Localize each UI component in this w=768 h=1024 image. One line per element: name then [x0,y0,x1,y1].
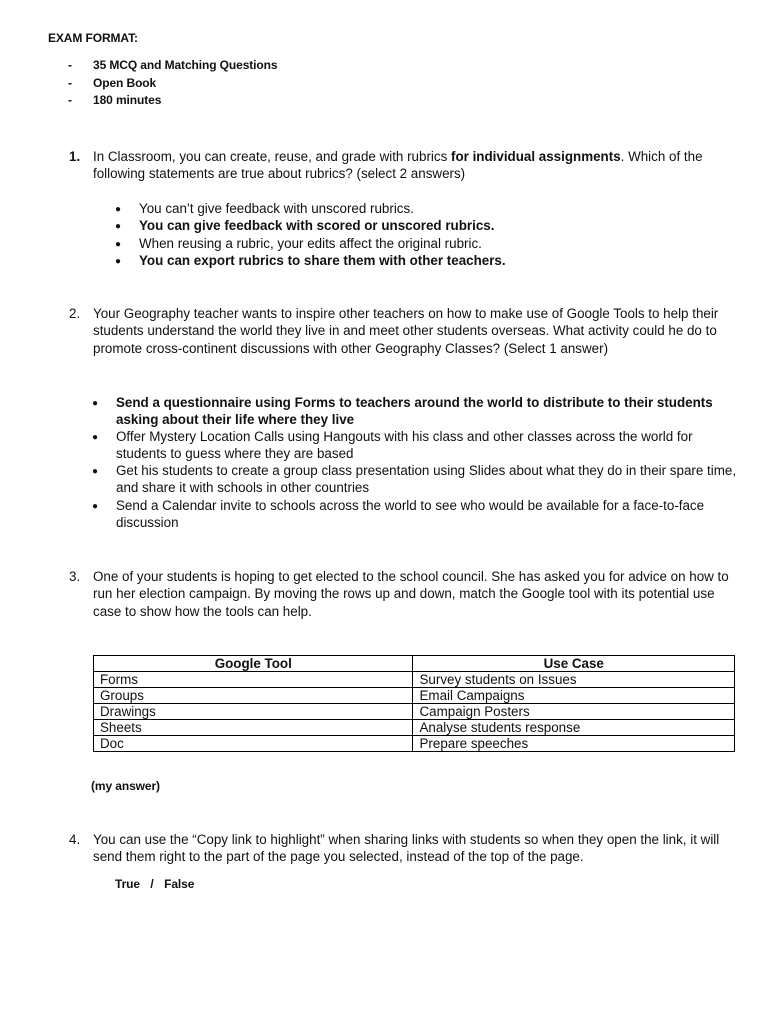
answer-option-selected [115,252,768,269]
use-case-cell: Survey students on Issues [413,672,735,688]
dash-marker: - [68,76,72,90]
table-row[interactable] [94,672,735,688]
false-option[interactable]: False [164,877,195,891]
bullet-icon: ● [92,501,99,512]
format-item-text: 180 minutes [93,93,162,107]
question-4-text: You can use the “Copy link to highlight” when sharing links with students so when they open the link, it will send them right to the part of the page you selected, instead of the top of the page. [93,832,720,865]
question-number: 1. [69,149,81,164]
use-case-cell: Prepare speeches [413,736,735,752]
dash-marker: - [68,93,72,107]
answer-option-text: When reusing a rubric, your edits affect the original rubric. [139,236,482,251]
answer-option [115,200,768,217]
table-row[interactable] [94,704,735,720]
true-false-choice [115,877,194,891]
tool-cell: Drawings [94,704,413,720]
question-1-text [93,148,743,183]
table-row[interactable] [94,736,735,752]
format-item-text: Open Book [93,76,157,90]
tool-cell: Groups [94,688,413,704]
question-2-text: Your Geography teacher wants to inspire other teachers on how to make use of Google Tools to help their students understand the world they live in and meet other students overseas. What activity could he do to promote cross-continent discussions with other Geography Classes? (Select 1 answer) [93,306,719,356]
tool-cell: Forms [94,672,413,688]
exam-format-title: EXAM FORMAT: [48,31,138,45]
format-item-text: 35 MCQ and Matching Questions [93,58,278,72]
bullet-icon: ● [92,398,99,409]
question-number: 4. [69,832,81,847]
answer-option-text: Send a questionnaire using Forms to teachers around the world to distribute to their students asking about their life where they live [116,395,713,428]
tool-cell: Sheets [94,720,413,736]
question-text-part: In Classroom, you can create, reuse, and grade with rubrics [93,149,451,164]
question-text-emphasis: for individual assignments [451,149,621,164]
answer-option [92,462,746,497]
bullet-icon: ● [115,256,122,267]
question-3-text: One of your students is hoping to get elected to the school council. She has asked you for advice on how to run her election campaign. By moving the rows up and down, match the Google tool with its potential use case to show how the tools can help. [93,569,729,619]
answer-option-selected [92,394,746,429]
column-header-use-case: Use Case [413,656,735,672]
answer-note: (my answer) [91,779,160,793]
table-header-row [94,656,735,672]
answer-option [92,497,746,532]
answer-option-selected [115,217,768,234]
bullet-icon: ● [92,432,99,443]
answer-option-text: You can’t give feedback with unscored rubrics. [139,201,414,216]
answer-option [115,235,768,252]
true-option[interactable]: True [115,877,140,891]
column-header-tool: Google Tool [94,656,413,672]
answer-option-text: Get his students to create a group class presentation using Slides about what they do in their spare time, and share it with schools in other countries [116,463,737,496]
answer-option-text: Send a Calendar invite to schools across the world to see who would be available for a face-to-face discussion [116,498,705,531]
answer-option-text: You can export rubrics to share them with other teachers. [139,253,506,268]
answer-option-text: Offer Mystery Location Calls using Hangouts with his class and other classes across the world for students to guess where they are based [116,429,693,462]
table-row[interactable] [94,720,735,736]
question-text-part: . Which of the following statements are true about rubrics? (select 2 answers) [93,149,703,182]
tool-cell: Doc [94,736,413,752]
bullet-icon: ● [115,221,122,232]
use-case-cell: Campaign Posters [413,704,735,720]
matching-table [93,655,735,752]
bullet-icon: ● [92,466,99,477]
choice-separator: / [150,877,154,891]
use-case-cell: Analyse students response [413,720,735,736]
dash-marker: - [68,58,72,72]
bullet-icon: ● [115,204,122,215]
bullet-icon: ● [115,239,122,250]
use-case-cell: Email Campaigns [413,688,735,704]
question-number: 3. [69,569,81,584]
answer-option [92,428,746,463]
answer-option-text: You can give feedback with scored or unscored rubrics. [139,218,495,233]
table-row[interactable] [94,688,735,704]
question-number: 2. [69,306,81,321]
